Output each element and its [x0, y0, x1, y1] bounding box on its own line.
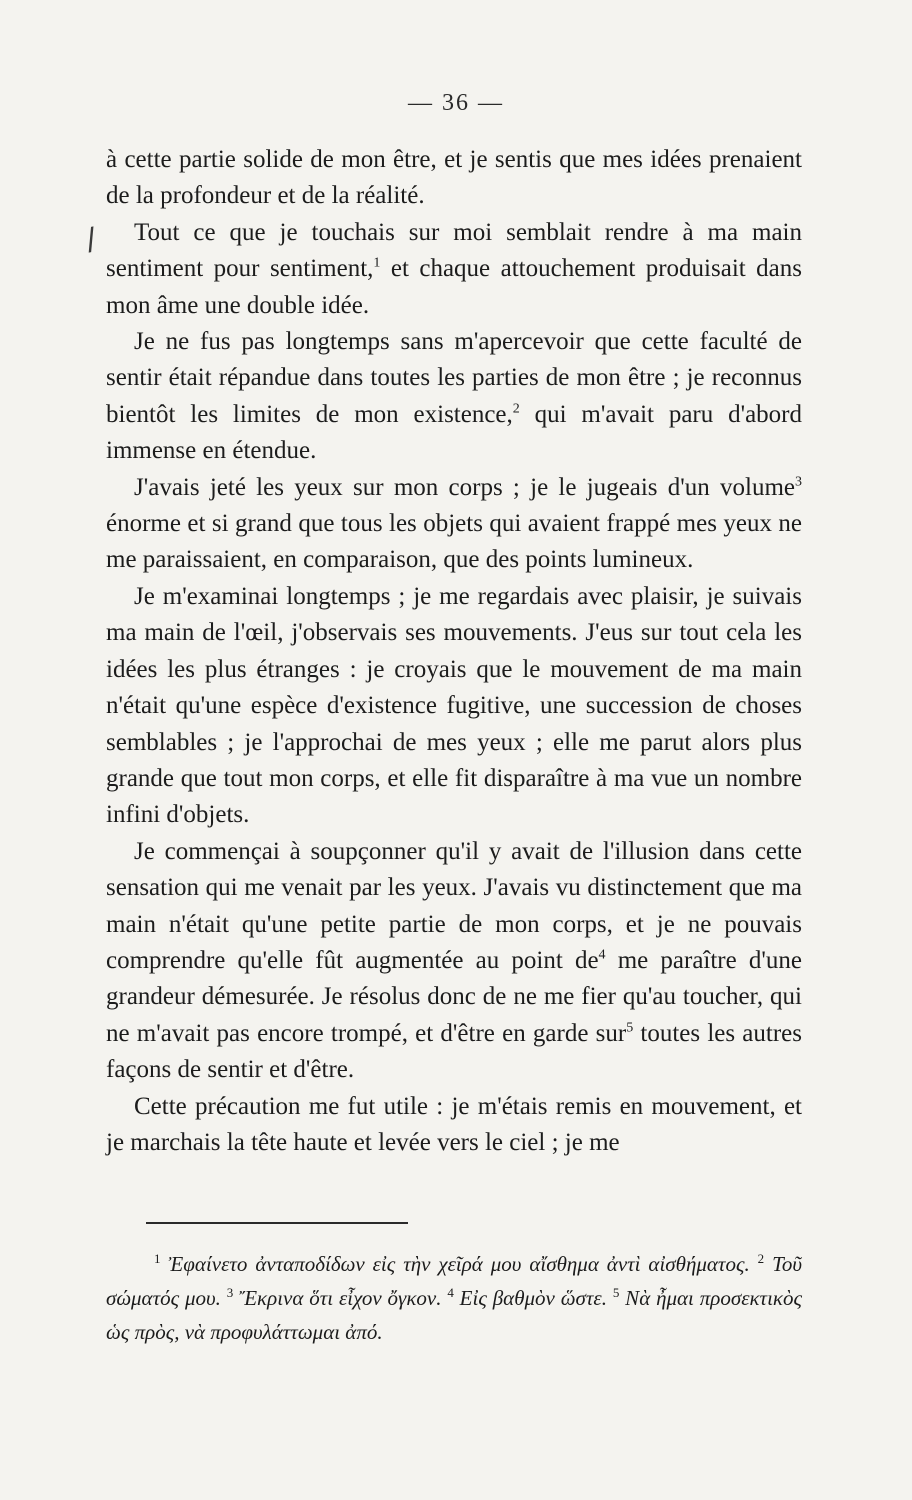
- paragraph: [106, 834, 802, 1089]
- footnote: [447, 1286, 613, 1310]
- paragraph: [106, 215, 802, 324]
- footnote-reference: 4: [598, 947, 606, 963]
- paragraph-text: Je commençai à soupçonner qu'il y avait de l'illusion dans cette sensation qui me venait par les yeux. J'avais vu distinctement que ma main n'était qu'une petite partie de mon corps, et je ne pouvais comprendre qu'elle fût augmentée au point de: [106, 837, 802, 974]
- footnote: [106, 1252, 758, 1276]
- paragraph-text: Je m'examinai longtemps ; je me regardais avec plaisir, je suivais ma main de l'œil, j'observais ses mouvements. J'eus sur tout cela les idées les plus étranges : je croyais que le mouvement de ma main n'était qu'une espèce d'existence fugitive, une succession de choses semblables ; je l'approchai de mes yeux ; elle me parut alors plus grande que tout mon corps, et elle fit disparaître à ma vue un nombre infini d'objets.: [106, 582, 802, 829]
- paragraph: [106, 142, 802, 215]
- footnote-mark: 4: [447, 1285, 454, 1300]
- footnote-text: Ἐφαίνετο ἀνταποδίδων εἰς τὴν χεῖρά μου αἴσθημα ἀντὶ αἰσθήματος.: [160, 1252, 758, 1276]
- footnote-divider: [146, 1222, 408, 1224]
- paragraph-text: à cette partie solide de mon être, et je sentis que mes idées prenaient de la profondeur et de la réalité.: [106, 146, 802, 210]
- footnote-reference: 3: [795, 474, 802, 490]
- page-number: — 36 —: [408, 90, 504, 116]
- body-text: [106, 142, 802, 1161]
- footnote-block: [106, 1247, 802, 1349]
- footnote-reference: 1: [373, 255, 381, 271]
- footnote-mark: 3: [226, 1285, 234, 1300]
- paragraph-text: Je ne fus pas longtemps sans m'apercevoir que cette faculté de sentir était répandue dans toutes les parties de mon être ; je reconnus bientôt les limites de mon existence,: [106, 328, 802, 428]
- footnote-mark: 2: [757, 1251, 765, 1266]
- footnote-text: Τοῦ σώματός μου.: [106, 1252, 802, 1310]
- paragraph: [106, 324, 802, 470]
- footnote-mark: 5: [612, 1285, 620, 1300]
- footnote-reference: 2: [512, 401, 520, 417]
- footnote-text: Ἔκρινα ὅτι εἶχον ὄγκον.: [233, 1286, 448, 1310]
- footnote-mark: 1: [154, 1251, 161, 1266]
- paragraph-text: toutes les autres façons de sentir et d'être.: [106, 1019, 802, 1084]
- paragraph-text: qui m'avait paru d'abord immense en étendue.: [106, 400, 803, 465]
- paragraph-text: énorme et si grand que tous les objets qui avaient frappé mes yeux ne me paraissaient, en comparaison, que des points lumineux.: [106, 510, 802, 574]
- paragraph-text: J'avais jeté les yeux sur mon corps ; je le jugeais d'un volume: [134, 473, 795, 501]
- footnotes: [106, 1247, 802, 1349]
- footnote: [227, 1286, 448, 1310]
- paragraph: [106, 579, 802, 834]
- footnote-text: Εἰς βαθμὸν ὥστε.: [453, 1286, 613, 1310]
- footnote-text: Νὰ ἦμαι προσεκτικὸς ὡς πρὸς, νὰ προφυλάττωμαι ἀπό.: [106, 1286, 803, 1344]
- paragraph-text: me paraître d'une grandeur démesurée. Je résolus donc de ne me fier qu'au toucher, qui ne m'avait pas encore trompé, et d'être en garde sur: [106, 946, 802, 1047]
- paragraph: [106, 1089, 802, 1162]
- paragraph: [106, 470, 802, 579]
- paragraph-text: Tout ce que je touchais sur moi semblait rendre à ma main sentiment pour sentiment,: [106, 218, 802, 283]
- footnote-reference: 5: [626, 1020, 634, 1036]
- paragraph-text: et chaque attouchement produisait dans mon âme une double idée.: [106, 255, 803, 319]
- pencil-margin-mark: /: [82, 221, 100, 258]
- paragraph-text: Cette précaution me fut utile : je m'étais remis en mouvement, et je marchais la tête haute et levée vers le ciel ; je me: [106, 1092, 802, 1156]
